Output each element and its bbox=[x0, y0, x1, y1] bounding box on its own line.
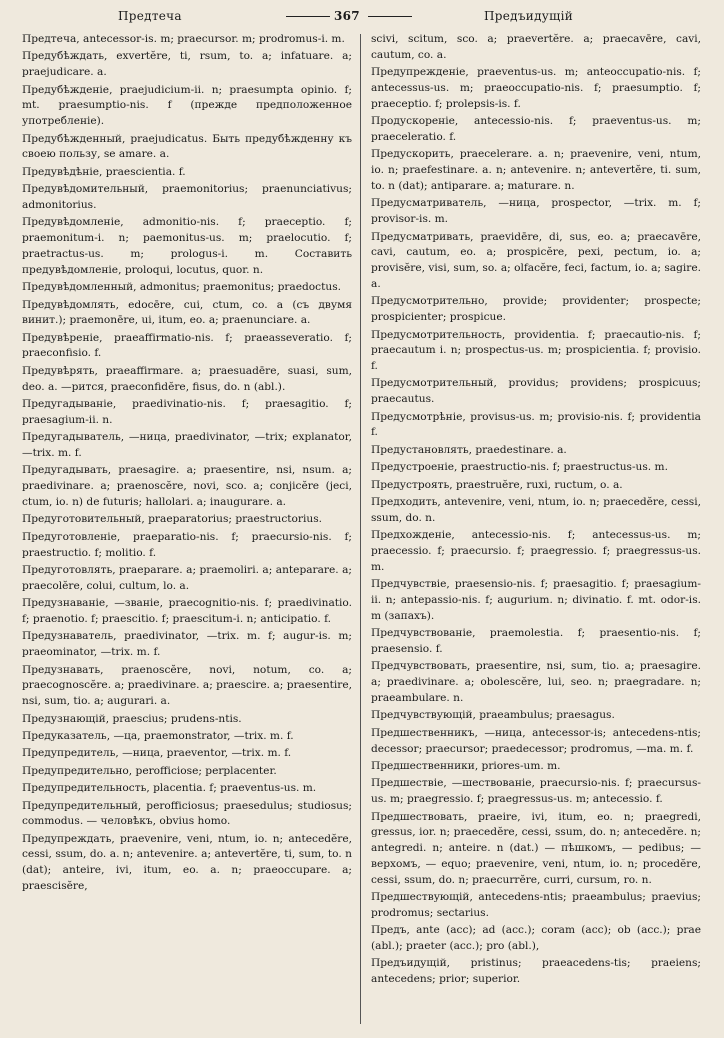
column-divider bbox=[360, 34, 361, 1024]
entry-text: Предустроять, praestruĕre, ruxi, ructum, o. a. bbox=[371, 478, 623, 491]
entry-text: Предувѣдомительный, praemonitorius; praenunciativus; admonitorius. bbox=[22, 183, 356, 211]
dictionary-entry bbox=[371, 528, 705, 575]
dictionary-entry bbox=[22, 331, 356, 363]
entry-text: Предшествіе, —шествованіе, praecursio-nis. f; praecursus-us. m; praegressio. f; praegressus-us. m; antecessio. f. bbox=[371, 777, 701, 806]
entry-text: Предувѣдомленіе, admonitio-nis. f; praeceptio. f; praemonitum-i. n; paemonitus-us. m; praelocutio. f; praetractus-us. m; prologus-i. m. Составить предувѣдомленіе, proloqui, locutus, quor. n. bbox=[22, 216, 356, 276]
right-column bbox=[371, 32, 705, 1028]
dictionary-entry bbox=[22, 563, 356, 595]
dictionary-entry bbox=[22, 512, 352, 528]
entry-text: Предубѣждать, exvertĕre, ti, rsum, to. a; infatuare. a; praejudicare. a. bbox=[22, 50, 356, 79]
entry-text: Предусмотрительный, providus; providens; prospicuus; praecautus. bbox=[371, 377, 705, 406]
entry-text: Предузнающій, praescius; prudens-ntis. bbox=[22, 712, 242, 725]
dictionary-entry bbox=[371, 460, 701, 476]
entry-text: Предусмотрѣніе, provisus-us. m; provisio-nis. f; providentia f. bbox=[371, 410, 705, 439]
entry-text: Продускореніе, antecessio-nis. f; praeventus-us. m; praeceleratio. f. bbox=[371, 115, 705, 143]
dictionary-entry bbox=[371, 230, 705, 293]
dictionary-entry bbox=[22, 430, 356, 462]
dictionary-entry bbox=[371, 65, 705, 112]
dictionary-entry bbox=[22, 132, 356, 164]
entry-text: Предувѣрять, praeaffirmare. a; praesuadēre, suasi, sum, deo. a. —рится, praeconfidĕre, fisus, do. n (abl.). bbox=[22, 364, 356, 393]
entry-text: Предупредительный, perofficiosus; praesedulus; studiosus; commodus. — человѣкъ, obvius homo. bbox=[22, 799, 356, 828]
dictionary-entry bbox=[371, 659, 705, 706]
dictionary-entry bbox=[22, 165, 352, 181]
entry-text: Предусмотрительность, providentia. f; praecautio-nis. f; praecautum i. n; prospectus-us. m; prospicientia. f; provisio. f. bbox=[371, 328, 705, 373]
entry-text: Предускорить, praecelerare. a. n; praevenire, veni, ntum, io. n; praefestinare. a. n; antevenire. n; antevertĕre, ti. sum, to. n (dat); antiparare. a; maturare. n. bbox=[371, 148, 705, 192]
header-right-guide-word: Предъидущій bbox=[484, 9, 574, 23]
entry-text: Предувѣреніе, praeaffirmatio-nis. f; praeasseveratio. f; praeconfisio. f. bbox=[22, 331, 356, 360]
dictionary-entry bbox=[22, 530, 356, 562]
entry-text: Предусмотрительно, provide; providenter; prospecte; prospicienter; prospicue. bbox=[371, 295, 705, 324]
entry-text: Предувѣдомленный, admonitus; praemonitus; praedoctus. bbox=[22, 281, 341, 294]
dictionary-entry bbox=[371, 147, 705, 194]
dictionary-entry bbox=[371, 114, 705, 146]
dictionary-entry bbox=[22, 32, 352, 48]
entry-text: Предугадыватель, —ница, praedivinator, —trix; explanator, —trix. m. f. bbox=[22, 431, 356, 460]
page-number: 367 bbox=[334, 9, 360, 23]
entry-text: Предчувствовать, praesentire, nsi, sum, tio. a; praesagire. a; praedivinare. a; obolescĕre, lui, seo. n; praegradare. n; praeambulare. n. bbox=[371, 660, 705, 704]
header-rule-left bbox=[286, 16, 330, 17]
entry-text: Предустроеніе, praestructio-nis. f; praestructus-us. m. bbox=[371, 461, 668, 474]
entry-text: Предусматриватель, —ница, prospector, —trix. m. f; provisor-is. m. bbox=[371, 197, 705, 226]
entry-text: Предъ, ante (acc); ad (acc.); coram (acc); ob (acc.); prae (abl.); praeter (acc.); pro (abl.), bbox=[371, 924, 705, 953]
dictionary-entry bbox=[371, 495, 705, 527]
entry-text: Предузнавать, praenoscĕre, novi, notum, co. a; praecognoscĕre. a; praedivinare. a; praescire. a; praesentire, nsi, sum, tio. a; augurari. a. bbox=[22, 663, 356, 708]
dictionary-entry bbox=[371, 196, 705, 228]
dictionary-entry bbox=[371, 328, 705, 375]
dictionary-entry bbox=[371, 32, 705, 64]
entry-text: Предуготовлять, praeparare. a; praemoliri. a; anteparare. a; praecolĕre, colui, cultum, lo. a. bbox=[22, 564, 356, 592]
dictionary-entry bbox=[22, 764, 352, 780]
entry-text: Предупрежденіе, praeventus-us. m; anteoccupatio-nis. f; antecessus-us. m; praeoccupatio-nis. f; praesumptio. f; praeceptio. f; prolepsis-is. f. bbox=[371, 66, 705, 110]
entry-text: Предшествовать, praeire, ivi, itum, eo. n; praegredi, gressus, ior. n; praecedĕre, cessi, ssum, do. n; antecedĕre. n; antegredi. n; anteire. n (dat.) — пѣшкомъ, — pedibus; — верхомъ, — equo; praevenire, veni, ntum, io. n; procedĕre, cessi, ssum, do. n; praecurrĕre, curri, cursum, ro. n. bbox=[371, 810, 705, 886]
entry-text: Предупредитель, —ница, praeventor, —trix. m. f. bbox=[22, 747, 292, 760]
dictionary-entry bbox=[22, 397, 356, 429]
dictionary-entry bbox=[371, 776, 701, 808]
entry-text: Предупреждать, praevenire, veni, ntum, io. n; antecedĕre, cessi, ssum, do. a. n; antevenire. a; antevertĕre, ti, sum, to. n (dat); anteire, ivi, itum, eo. a. n; praeoccupare. a; praescisĕre, bbox=[22, 832, 356, 893]
dictionary-entry bbox=[371, 759, 701, 775]
dictionary-entry bbox=[22, 799, 356, 831]
entry-text: Предузнаватель, praedivinator, —trix. m. f; augur-is. m; praeominator, —trix. m. f. bbox=[22, 630, 356, 659]
entry-text: Предувѣдомлять, edocēre, cui, ctum, co. a (съ двумя винит.); praemonēre, ui, itum, eo. a; praenunciare. a. bbox=[22, 298, 356, 327]
dictionary-entry bbox=[22, 298, 356, 330]
dictionary-entry bbox=[371, 478, 701, 494]
dictionary-entry bbox=[371, 708, 701, 724]
entry-text: Предхожденіе, antecessio-nis. f; antecessus-us. m; praecessio. f; praecursio. f; praegressio. f; praegressus-us. m. bbox=[371, 529, 705, 573]
entry-text: Предходить, antevenire, veni, ntum, io. n; praecedĕre, cessi, ssum, do. n. bbox=[371, 496, 705, 524]
entry-text: Предчувствіе, praesensio-nis. f; praesagitio. f; praesagium-ii. n; antepassio-nis. f; augurium. n; divinatio. f. mt. odor-is. m (запахъ). bbox=[371, 578, 705, 622]
dictionary-entry bbox=[371, 294, 705, 326]
dictionary-entry bbox=[371, 376, 705, 408]
dictionary-entry bbox=[22, 215, 356, 278]
entry-text: scivi, scitum, sco. a; praevertĕre. a; praecavēre, cavi, cautum, co. a. bbox=[371, 33, 705, 61]
dictionary-entry bbox=[371, 890, 705, 922]
entry-text: Предугадываніе, praedivinatio-nis. f; praesagitio. f; praesagium-ii. n. bbox=[22, 398, 356, 426]
dictionary-entry bbox=[22, 463, 356, 510]
entry-text: Предшественники, priores-um. m. bbox=[371, 759, 561, 772]
entry-text: Предубѣжденный, praejudicatus. Быть предубѣжденну къ своею пользу, se amare. a. bbox=[22, 132, 356, 161]
entry-text: Предусматривать, praevidēre, di, sus, eo. a; praecavēre, cavi, cautum, eo. a; prospicĕre, pexi, pectum, io. a; provisĕre, visi, sum, so. a; olfacĕre, feci, factum, io. a; sagire. a. bbox=[371, 230, 705, 290]
dictionary-entry bbox=[22, 832, 356, 895]
dictionary-entry bbox=[22, 729, 352, 745]
entry-text: Предувѣдѣніе, praescientia. f. bbox=[22, 165, 186, 178]
header-left-guide-word: Предтеча bbox=[118, 9, 182, 23]
left-column bbox=[22, 32, 356, 1028]
dictionary-entry bbox=[22, 781, 352, 797]
header-rule-right bbox=[368, 16, 412, 17]
entry-text: Предустановлять, praedestinare. a. bbox=[371, 443, 567, 456]
dictionary-entry bbox=[22, 364, 356, 396]
dictionary-entry bbox=[22, 596, 356, 628]
dictionary-entry bbox=[371, 956, 705, 988]
dictionary-entry bbox=[371, 923, 705, 955]
dictionary-entry bbox=[371, 810, 705, 889]
dictionary-entry bbox=[22, 182, 356, 214]
entry-text: Предчувствующій, praeambulus; praesagus. bbox=[371, 709, 615, 722]
dictionary-entry bbox=[371, 443, 701, 459]
entry-text: Предузнаваніе, —званіе, praecognitio-nis. f; praedivinatio. f; praenotio. f; praescitio. f; praescitum-i. n; anticipatio. f. bbox=[22, 597, 356, 625]
entry-text: Предубѣжденіе, praejudicium-ii. n; praesumpta opinio. f; mt. praesumptio-nis. f (прежде предположенное употребленіе). bbox=[22, 83, 356, 128]
entry-text: Предшественникъ, —ница, antecessor-is; antecedens-ntis; decessor; praecursor; praedecessor; prodromus, —ma. m. f. bbox=[371, 726, 705, 755]
dictionary-entry bbox=[22, 280, 352, 296]
dictionary-entry bbox=[371, 410, 705, 442]
entry-text: Предупредительно, perofficiose; perplacenter. bbox=[22, 764, 277, 777]
entry-text: Предуказатель, —ца, praemonstrator, —trix. m. f. bbox=[22, 729, 294, 742]
entry-text: Предуготовленіе, praeparatio-nis. f; praecursio-nis. f; praestructio. f; molitio. f. bbox=[22, 530, 356, 559]
dictionary-entry bbox=[371, 626, 705, 658]
entry-text: Предчувствованіе, praemolestia. f; praesentio-nis. f; praesensio. f. bbox=[371, 627, 705, 655]
entry-text: Предупредительность, placentia. f; praeventus-us. m. bbox=[22, 782, 317, 795]
dictionary-entry bbox=[22, 629, 356, 661]
dictionary-entry bbox=[22, 746, 352, 762]
entry-text: Предугадывать, praesagire. a; praesentire, nsi, nsum. a; praedivinare. a; praenoscĕre, novi, sco. a; conjicĕre (jeci, ctum, io. n) de futuris; hallolari. a; inaugurare. a. bbox=[22, 464, 356, 509]
dictionary-entry bbox=[371, 726, 705, 758]
dictionary-entry bbox=[22, 49, 356, 81]
dictionary-entry bbox=[22, 83, 356, 130]
dictionary-entry bbox=[371, 577, 705, 624]
entry-text: Предшествующій, antecedens-ntis; praeambulus; praevius; prodromus; sectarius. bbox=[371, 891, 705, 919]
dictionary-entry bbox=[22, 712, 352, 728]
entry-text: Предуготовительный, praeparatorius; praestructorius. bbox=[22, 513, 323, 526]
page-header bbox=[0, 0, 724, 30]
entry-text: Предъидущій, pristinus; praeacedens-tis; praeiens; antecedens; prior; superior. bbox=[371, 957, 705, 986]
dictionary-entry bbox=[22, 663, 356, 710]
entry-text: Предтеча, antecessor-is. m; praecursor. m; prodromus-i. m. bbox=[22, 33, 345, 45]
